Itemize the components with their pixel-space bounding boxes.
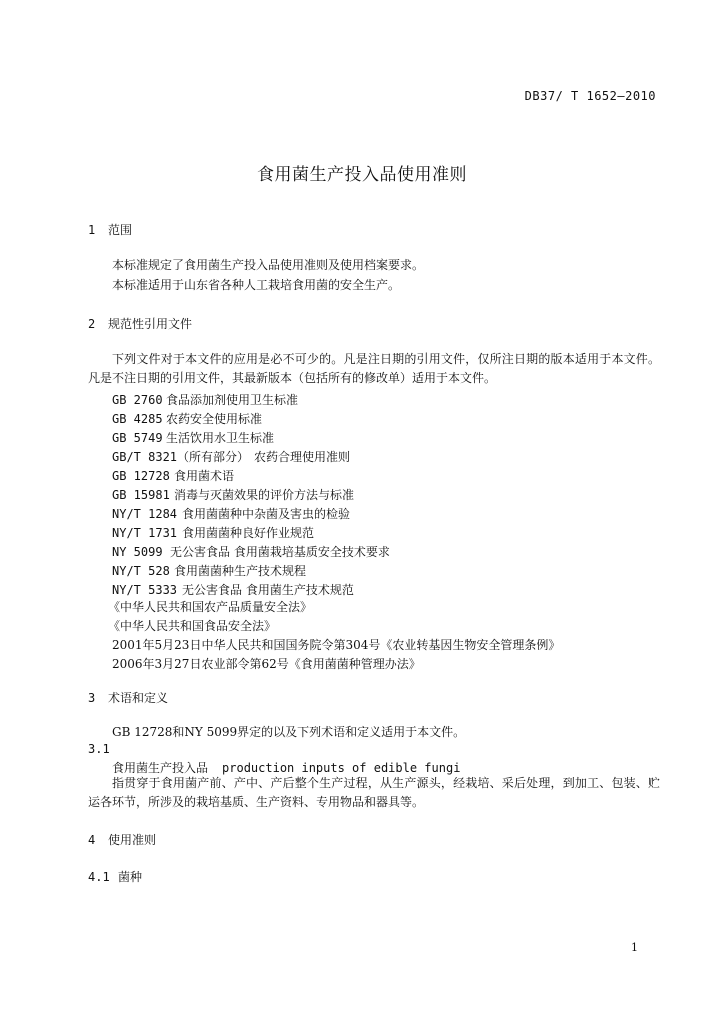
section-number: 3 (88, 691, 96, 705)
section-1-line-2: 本标准适用于山东省各种人工栽培食用菌的安全生产。 (112, 278, 401, 292)
section-2-heading (88, 315, 192, 332)
reference-code: GB 12728 (112, 469, 170, 483)
reference-code: GB/T 8321（所有部分） (112, 450, 250, 464)
reference-item (112, 410, 262, 427)
reference-item (112, 467, 234, 484)
section-2-intro: 下列文件对于本文件的应用是必不可少的。凡是注日期的引用文件，仅所注日期的版本适用于本文件。凡是不注日期的引用文件，其最新版本（包括所有的修改单）适用于本文件。 (88, 352, 660, 385)
reference-title: 食用菌菌种中杂菌及害虫的检验 (182, 507, 351, 521)
section-number: 1 (88, 223, 96, 237)
section-4-heading (88, 831, 156, 848)
reference-code: NY/T 5333 (112, 583, 178, 597)
section-title: 规范性引用文件 (108, 317, 193, 331)
reference-code: GB 4285 (112, 412, 163, 426)
law-reference: 《中华人民共和国食品安全法》 (108, 619, 277, 633)
reference-item (112, 429, 274, 446)
reference-item (112, 448, 350, 465)
reference-title: 农药安全使用标准 (166, 412, 263, 426)
subsection-number: 4.1 (88, 870, 110, 884)
reference-title: 生活饮用水卫生标准 (166, 431, 275, 445)
reference-title: 农药合理使用准则 (254, 450, 351, 464)
law-reference: 《中华人民共和国农产品质量安全法》 (108, 600, 313, 614)
section-3-intro: GB 12728和NY 5099界定的以及下列术语和定义适用于本文件。 (112, 725, 466, 739)
reference-title: 食用菌菌种良好作业规范 (182, 526, 315, 540)
page-number: 1 (631, 941, 638, 954)
reference-code: NY/T 1731 (112, 526, 178, 540)
term-number: 3.1 (88, 742, 110, 756)
reference-code: NY/T 528 (112, 564, 170, 578)
reference-title: 食品添加剂使用卫生标准 (166, 393, 299, 407)
reference-title: 消毒与灭菌效果的评价方法与标准 (174, 488, 355, 502)
reference-code: GB 5749 (112, 431, 163, 445)
section-3-heading (88, 689, 168, 706)
reference-item (112, 581, 354, 598)
section-1-line-1: 本标准规定了食用菌生产投入品使用准则及使用档案要求。 (112, 258, 425, 272)
reference-title: 食用菌菌种生产技术规程 (174, 564, 307, 578)
subsection-title: 菌种 (118, 870, 143, 884)
reference-item (112, 524, 314, 541)
section-number: 2 (88, 317, 96, 331)
reference-code: GB 2760 (112, 393, 163, 407)
reference-item (112, 505, 350, 522)
reference-code: GB 15981 (112, 488, 170, 502)
reference-item (112, 562, 306, 579)
section-1-heading (88, 221, 132, 238)
standard-number: DB37/ T 1652—2010 (524, 89, 656, 103)
reference-code: NY/T 1284 (112, 507, 178, 521)
reference-item (112, 486, 354, 503)
term-definition: 指贯穿于食用菌产前、产中、产后整个生产过程，从生产源头，经栽培、采后处理，到加工、包装、贮运各环节，所涉及的栽培基质、生产资料、专用物品和器具等。 (88, 776, 660, 809)
reference-item (112, 391, 298, 408)
section-title: 术语和定义 (108, 691, 169, 705)
reference-title: 无公害食品 食用菌生产技术规范 (182, 583, 354, 597)
section-title: 使用准则 (108, 833, 157, 847)
reference-item (112, 543, 390, 560)
law-reference: 2001年5月23日中华人民共和国国务院令第304号《农业转基因生物安全管理条例》 (112, 638, 561, 652)
section-title: 范围 (108, 223, 133, 237)
law-reference: 2006年3月27日农业部令第62号《食用菌菌种管理办法》 (112, 657, 421, 671)
reference-code: NY 5099 (112, 545, 163, 559)
term-english: production inputs of edible fungi (222, 761, 461, 775)
subsection-4-1-heading (88, 868, 142, 885)
term-chinese: 食用菌生产投入品 (112, 761, 209, 775)
document-title: 食用菌生产投入品使用准则 (257, 165, 467, 185)
reference-title: 食用菌术语 (174, 469, 235, 483)
section-number: 4 (88, 833, 96, 847)
reference-title: 无公害食品 食用菌栽培基质安全技术要求 (170, 545, 390, 559)
